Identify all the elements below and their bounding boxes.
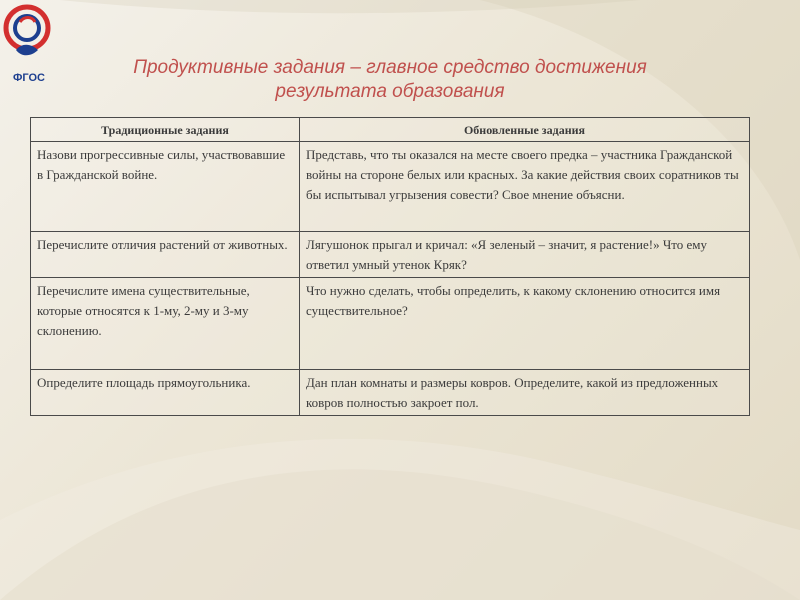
table-row [31,232,750,278]
header-updated: Обновленные задания [300,118,750,142]
cell-updated: Лягушонок прыгал и кричал: «Я зеленый – значит, я растение!» Что ему ответил умный утенок Кряк? [300,232,750,278]
cell-updated: Что нужно сделать, чтобы определить, к какому склонению относится имя существительное? [300,278,750,370]
comparison-table-wrap [30,117,750,416]
cell-traditional: Перечислите отличия растений от животных. [31,232,300,278]
cell-traditional: Перечислите имена существительные, которые относятся к 1-му, 2-му и 3-му склонению. [31,278,300,370]
header-traditional: Традиционные задания [31,118,300,142]
title-line-2: результата образования [275,81,505,102]
cell-updated: Дан план комнаты и размеры ковров. Определите, какой из предложенных ковров полностью закроет пол. [300,370,750,416]
cell-traditional: Назови прогрессивные силы, участвовавшие в Гражданской войне. [31,142,300,232]
fgos-logo [2,2,60,90]
page-title [80,56,700,104]
fgos-emblem-icon [2,2,52,70]
table-header-row [31,118,750,142]
cell-updated: Представь, что ты оказался на месте своего предка – участника Гражданской войны на стороне белых или красных. За какие действия своих соратников ты бы испытывал угрызения совести? Свое мнение объясни. [300,142,750,232]
table-row [31,370,750,416]
cell-traditional: Определите площадь прямоугольника. [31,370,300,416]
fgos-label: ФГОС [13,72,45,84]
table-row [31,142,750,232]
title-line-1: Продуктивные задания – главное средство достижения [133,57,647,78]
table-row [31,278,750,370]
comparison-table [30,117,750,416]
